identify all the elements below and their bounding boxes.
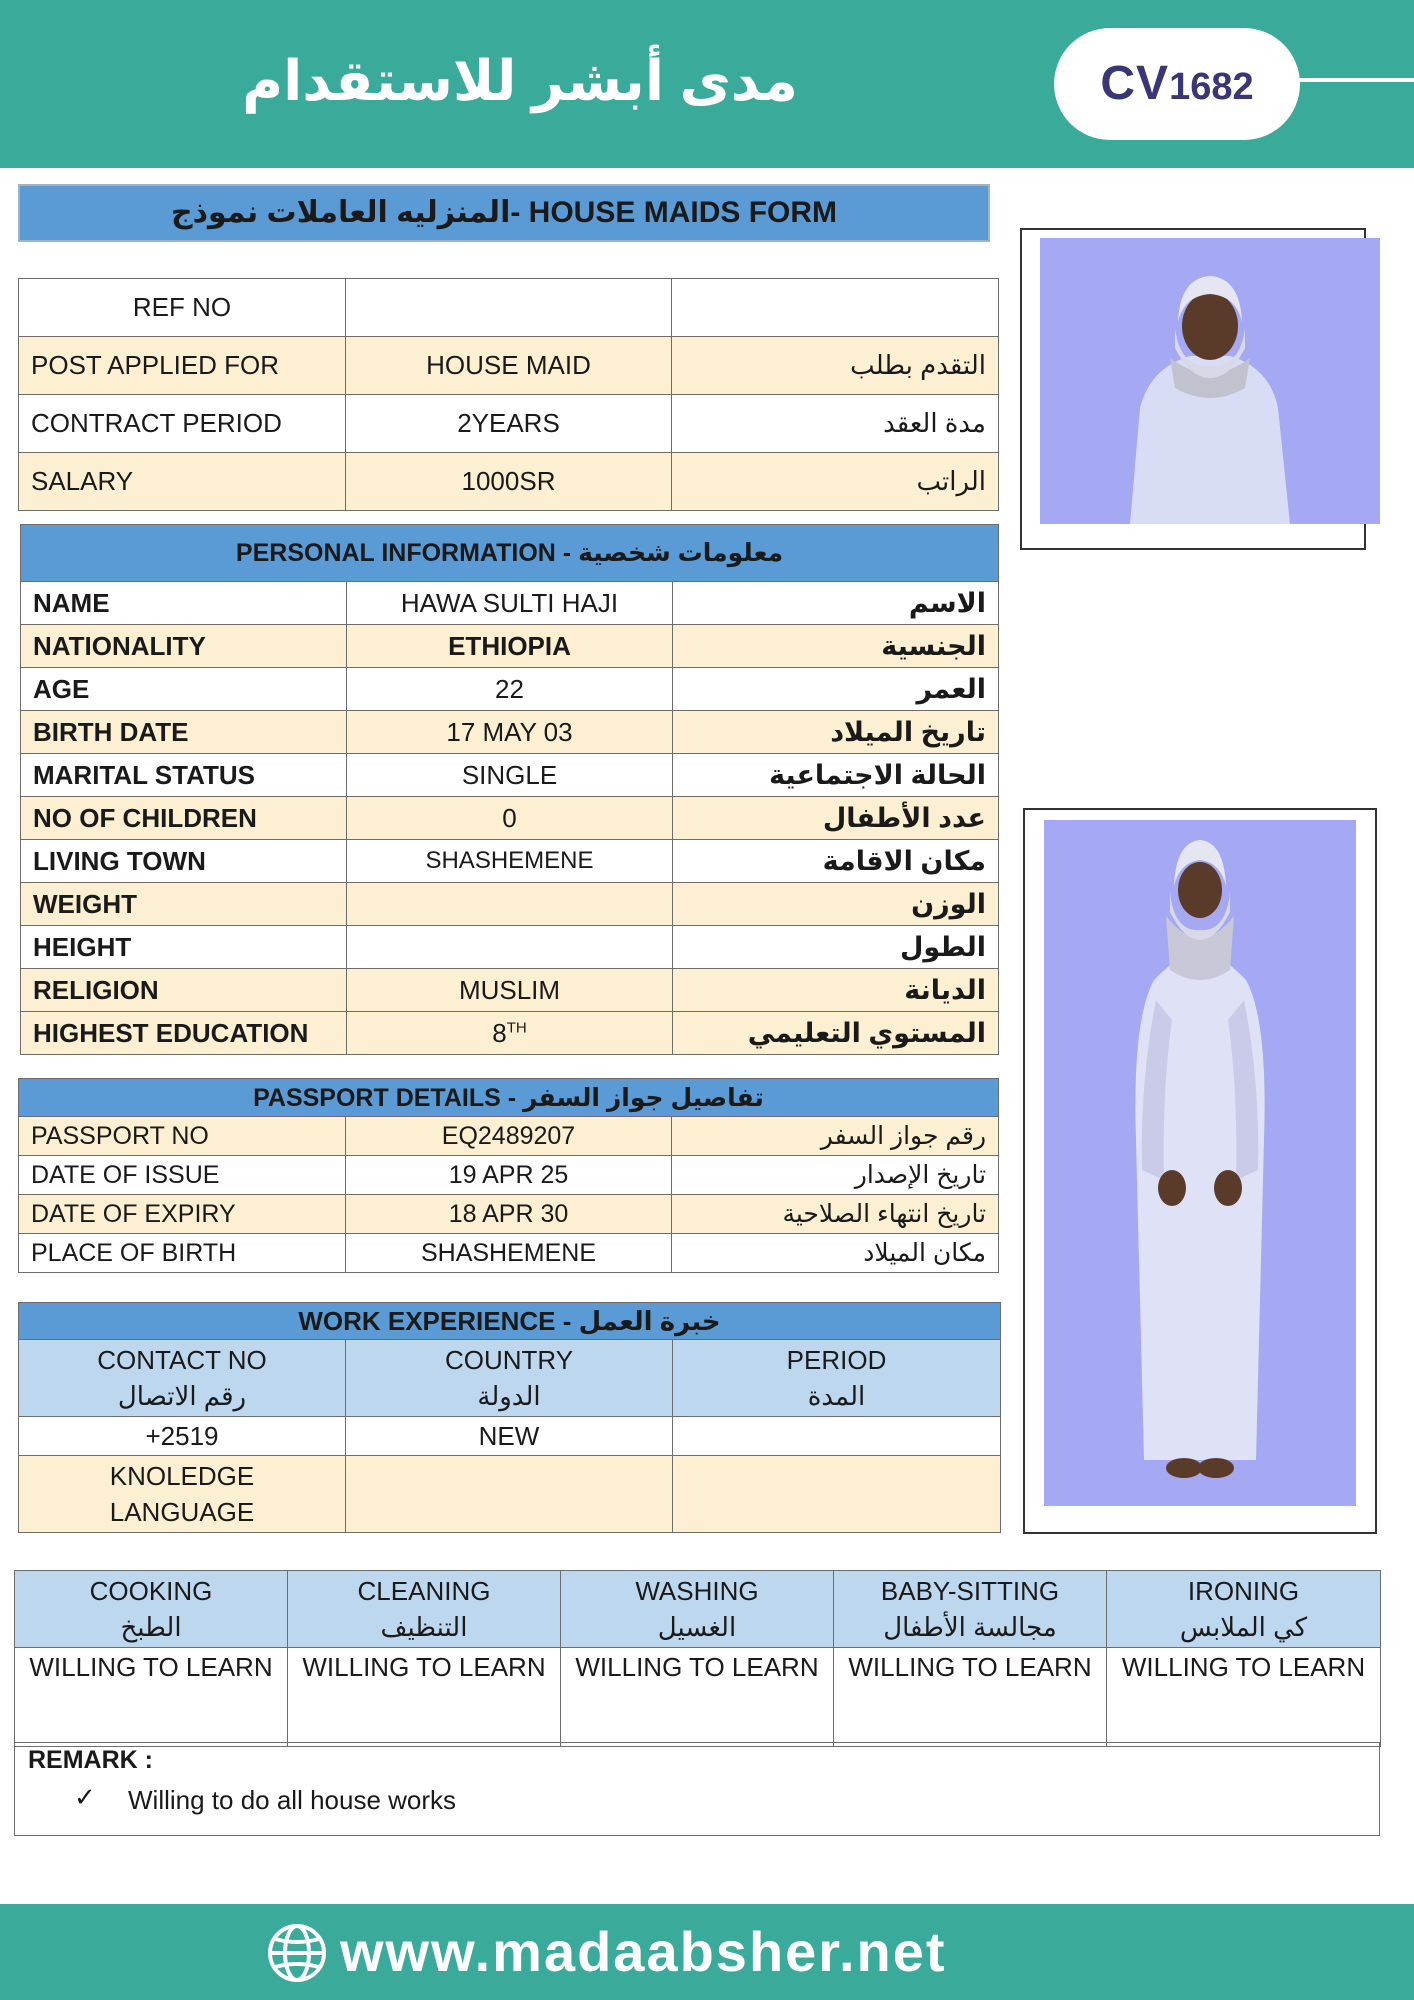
work-experience-table <box>18 1302 1001 1533</box>
row-label: LIVING TOWN <box>21 840 347 883</box>
skill-ironing <box>1107 1571 1381 1648</box>
col-period <box>673 1340 1001 1417</box>
row-ar: الوزن <box>673 883 999 926</box>
skill-en: CLEANING <box>357 1576 491 1606</box>
row-value: 17 MAY 03 <box>347 711 673 754</box>
empty-cell <box>673 1456 1001 1533</box>
row-label: PLACE OF BIRTH <box>19 1234 346 1273</box>
row-label: WEIGHT <box>21 883 347 926</box>
skill-cleaning <box>288 1571 561 1648</box>
row-value: SHASHEMENE <box>346 1234 672 1273</box>
row-value: SINGLE <box>347 754 673 797</box>
row-label: MARITAL STATUS <box>21 754 347 797</box>
col-en: PERIOD <box>786 1345 887 1375</box>
row-label: NATIONALITY <box>21 625 347 668</box>
row-value: HAWA SULTI HAJI <box>347 582 673 625</box>
contract-label: CONTRACT PERIOD <box>19 395 346 453</box>
personal-info-table <box>20 524 999 1055</box>
contract-value: 2YEARS <box>346 395 672 453</box>
row-ar: تاريخ انتهاء الصلاحية <box>672 1195 999 1234</box>
salary-ar: الراتب <box>672 453 999 511</box>
work-header: WORK EXPERIENCE - خبرة العمل <box>19 1303 1001 1340</box>
table-row <box>19 279 999 337</box>
table-row <box>21 797 999 840</box>
row-value: MUSLIM <box>347 969 673 1012</box>
language-line: LANGUAGE <box>109 1497 255 1527</box>
table-row <box>21 711 999 754</box>
brand-title: مدى أبشر للاستقدام <box>242 49 798 112</box>
cv-number: 1682 <box>1169 66 1254 108</box>
remark-label: REMARK : <box>28 1746 153 1774</box>
row-value: SHASHEMENE <box>347 840 673 883</box>
ref-no-label: REF NO <box>19 279 346 337</box>
table-row <box>21 840 999 883</box>
knowledge-line: KNOLEDGE <box>109 1461 255 1491</box>
row-ar: الديانة <box>673 969 999 1012</box>
knowledge-language-label <box>19 1456 346 1533</box>
post-value: HOUSE MAID <box>346 337 672 395</box>
col-ar: رقم الاتصال <box>117 1381 247 1411</box>
table-row <box>21 625 999 668</box>
table-row <box>19 1417 1001 1456</box>
table-row <box>19 1234 999 1273</box>
row-value: EQ2489207 <box>346 1117 672 1156</box>
row-label: AGE <box>21 668 347 711</box>
row-label: BIRTH DATE <box>21 711 347 754</box>
table-row <box>21 582 999 625</box>
skill-ar: الطبخ <box>120 1612 182 1642</box>
contact-value: +2519 <box>19 1417 346 1456</box>
period-value <box>673 1417 1001 1456</box>
col-en: COUNTRY <box>444 1345 574 1375</box>
skill-value: WILLING TO LEARN <box>15 1648 288 1747</box>
skill-value: WILLING TO LEARN <box>1107 1648 1381 1747</box>
row-label: HIGHEST EDUCATION <box>21 1012 347 1055</box>
row-value: 22 <box>347 668 673 711</box>
ref-no-ar <box>672 279 999 337</box>
table-row <box>21 883 999 926</box>
row-label: PASSPORT NO <box>19 1117 346 1156</box>
skills-table <box>14 1570 1381 1747</box>
contract-ar: مدة العقد <box>672 395 999 453</box>
row-label: DATE OF EXPIRY <box>19 1195 346 1234</box>
website-link[interactable]: www.madaabsher.net <box>340 1920 947 1983</box>
row-ar: مكان الاقامة <box>673 840 999 883</box>
remark-text: Willing to do all house works <box>128 1785 457 1815</box>
col-ar: المدة <box>807 1381 866 1411</box>
application-table <box>18 278 999 511</box>
table-row <box>21 754 999 797</box>
row-ar: الجنسية <box>673 625 999 668</box>
row-label: HEIGHT <box>21 926 347 969</box>
row-ar: المستوي التعليمي <box>673 1012 999 1055</box>
skills-header-row <box>15 1571 1381 1648</box>
skills-value-row <box>15 1648 1381 1747</box>
portrait-photo <box>1040 238 1380 524</box>
col-ar: الدولة <box>477 1381 541 1411</box>
col-en: CONTACT NO <box>97 1345 267 1375</box>
passport-header: PASSPORT DETAILS - تفاصيل جواز السفر <box>19 1079 999 1117</box>
row-value <box>347 926 673 969</box>
country-value: NEW <box>346 1417 673 1456</box>
skill-ar: كي الملابس <box>1179 1612 1308 1642</box>
row-ar: عدد الأطفال <box>673 797 999 840</box>
table-row <box>19 1156 999 1195</box>
table-row <box>19 337 999 395</box>
cv-badge <box>1054 28 1300 140</box>
table-row <box>19 1456 1001 1533</box>
table-row <box>21 926 999 969</box>
work-column-headers <box>19 1340 1001 1417</box>
skill-value: WILLING TO LEARN <box>288 1648 561 1747</box>
row-ar: تاريخ الميلاد <box>673 711 999 754</box>
skill-ar: مجالسة الأطفال <box>883 1612 1057 1642</box>
skill-en: IRONING <box>1187 1576 1300 1606</box>
skill-cooking <box>15 1571 288 1648</box>
skill-ar: الغسيل <box>657 1612 737 1642</box>
education-value: 8 <box>492 1017 507 1048</box>
skill-value: WILLING TO LEARN <box>561 1648 834 1747</box>
row-value <box>347 883 673 926</box>
personal-info-header: PERSONAL INFORMATION - معلومات شخصية <box>21 525 999 582</box>
skill-baby-sitting <box>834 1571 1107 1648</box>
row-label: RELIGION <box>21 969 347 1012</box>
row-label: NO OF CHILDREN <box>21 797 347 840</box>
row-value: 19 APR 25 <box>346 1156 672 1195</box>
row-ar: تاريخ الإصدار <box>672 1156 999 1195</box>
post-ar: التقدم بطلب <box>672 337 999 395</box>
table-row <box>19 453 999 511</box>
skill-ar: التنظيف <box>380 1612 468 1642</box>
row-label: DATE OF ISSUE <box>19 1156 346 1195</box>
skill-value: WILLING TO LEARN <box>834 1648 1107 1747</box>
col-country <box>346 1340 673 1417</box>
post-label: POST APPLIED FOR <box>19 337 346 395</box>
row-ar: الاسم <box>673 582 999 625</box>
row-ar: العمر <box>673 668 999 711</box>
row-ar: الطول <box>673 926 999 969</box>
row-ar: الحالة الاجتماعية <box>673 754 999 797</box>
row-value: ETHIOPIA <box>347 625 673 668</box>
row-value: 0 <box>347 797 673 840</box>
row-ar: رقم جواز السفر <box>672 1117 999 1156</box>
ref-no-value <box>346 279 672 337</box>
skill-en: BABY-SITTING <box>880 1576 1060 1606</box>
table-row <box>19 395 999 453</box>
table-row <box>19 1195 999 1234</box>
skill-washing <box>561 1571 834 1648</box>
skill-en: COOKING <box>89 1576 213 1606</box>
checkmark-icon: ✓ <box>74 1782 96 1812</box>
table-row <box>19 1117 999 1156</box>
form-title: المنزليه العاملات نموذج- HOUSE MAIDS FORM <box>18 184 990 242</box>
row-ar: مكان الميلاد <box>672 1234 999 1273</box>
table-row <box>21 668 999 711</box>
row-label: NAME <box>21 582 347 625</box>
table-row <box>21 1012 999 1055</box>
cv-prefix: CV <box>1100 57 1170 110</box>
empty-cell <box>346 1456 673 1533</box>
passport-table <box>18 1078 999 1273</box>
full-body-photo <box>1044 820 1356 1506</box>
globe-icon <box>266 1922 328 1984</box>
education-suffix: TH <box>506 1018 527 1036</box>
salary-value: 1000SR <box>346 453 672 511</box>
row-value <box>347 1012 673 1055</box>
col-contact <box>19 1340 346 1417</box>
skill-en: WASHING <box>635 1576 759 1606</box>
table-row <box>21 969 999 1012</box>
header-divider-line <box>1296 78 1414 82</box>
salary-label: SALARY <box>19 453 346 511</box>
row-value: 18 APR 30 <box>346 1195 672 1234</box>
